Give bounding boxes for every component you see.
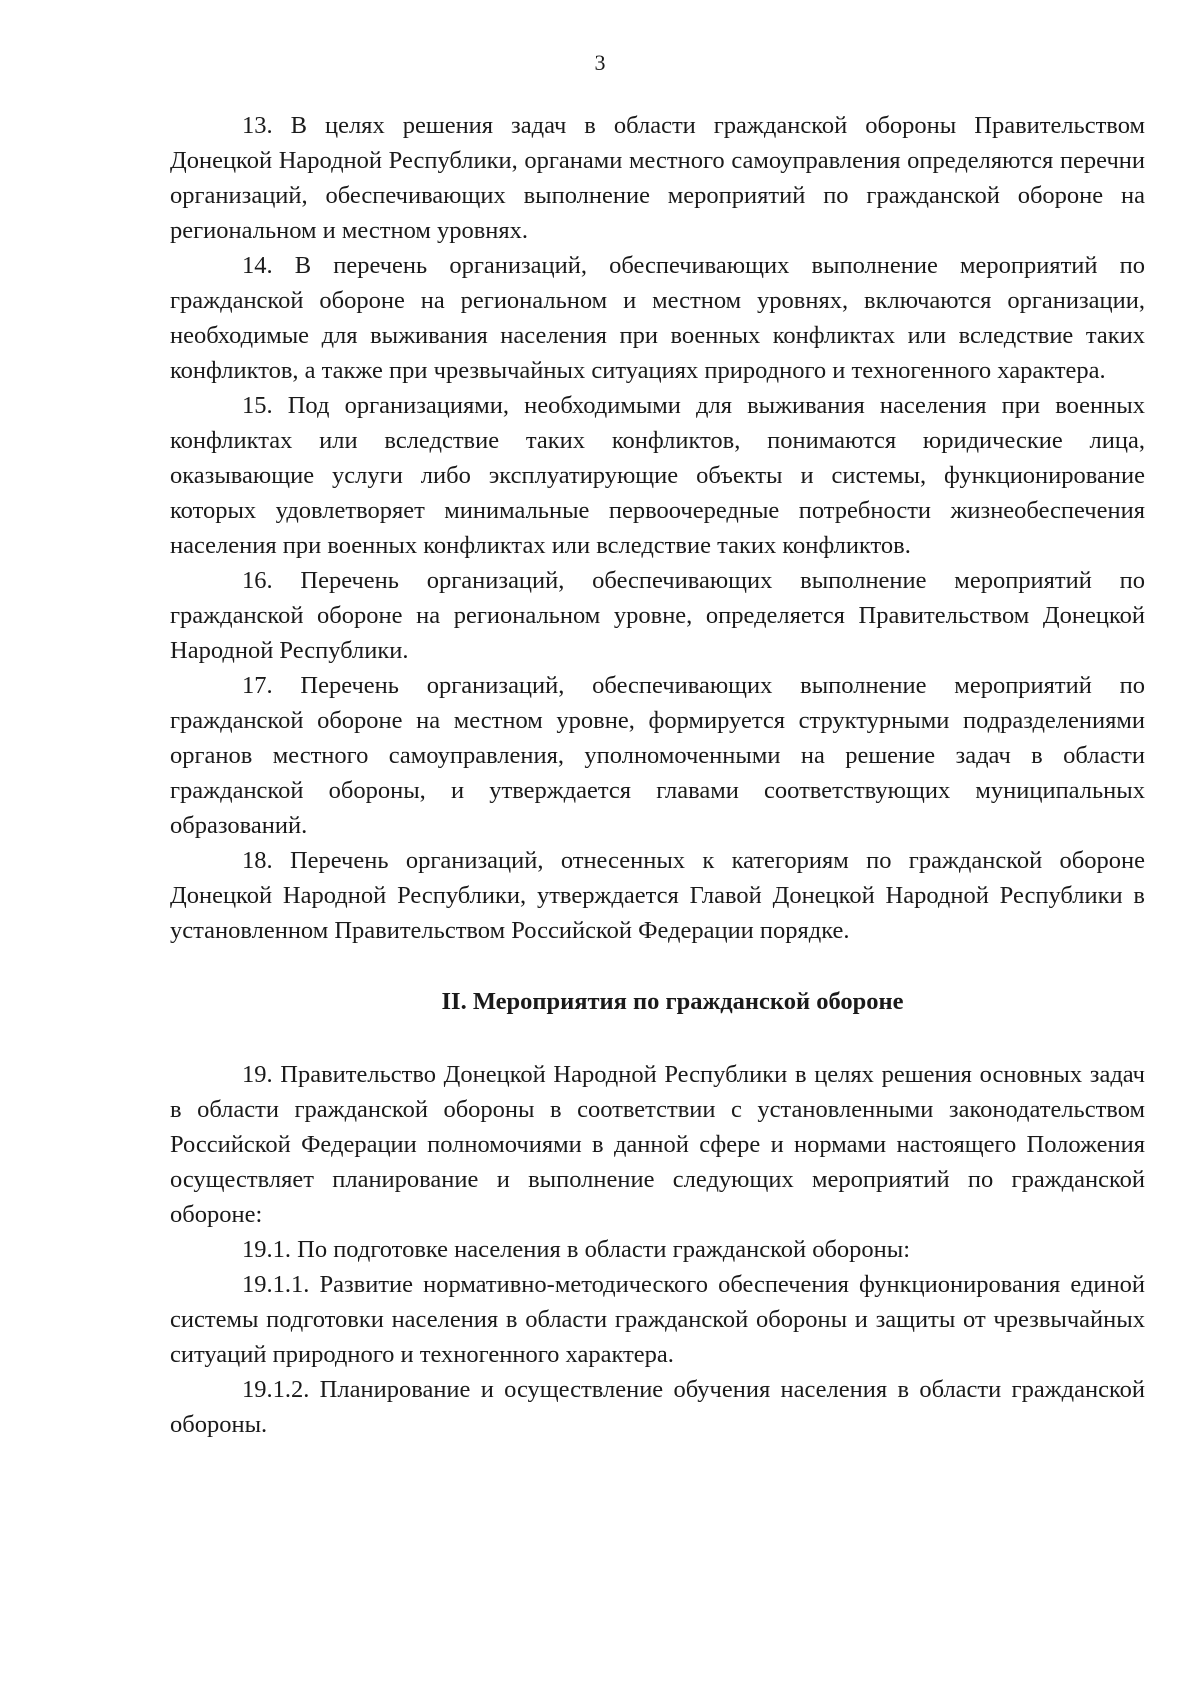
paragraph-17: 17. Перечень организаций, обеспечивающих выполнение мероприятий по гражданской обороне на местном уровне, формируется структурными подразделениями органов местного самоуправления, уполномоченными на решение задач в области гражданской обороны, и утверждается главами соответствующих муниципальных образований. [170,672,1145,839]
paragraph-16: 16. Перечень организаций, обеспечивающих выполнение мероприятий по гражданской обороне на региональном уровне, определяется Правительством Донецкой Народной Республики. [170,567,1145,664]
paragraph-19-1: 19.1. По подготовке населения в области гражданской обороны: [242,1236,911,1263]
document-body [170,108,1145,1442]
page-number: 3 [594,50,606,75]
paragraph-18: 18. Перечень организаций, отнесенных к категориям по гражданской обороне Донецкой Народной Республики, утверждается Главой Донецкой Народной Республики в установленном Правительством Российской Федерации порядке. [170,847,1145,944]
paragraph-19: 19. Правительство Донецкой Народной Республики в целях решения основных задач в области гражданской обороны в соответствии с установленными законодательством Российской Федерации полномочиями в данной сфере и нормами настоящего Положения осуществляет планирование и выполнение следующих мероприятий по гражданской обороне: [170,1061,1145,1228]
paragraph-19-1-1: 19.1.1. Развитие нормативно-методического обеспечения функционирования единой системы подготовки населения в области гражданской обороны и защиты от чрезвычайных ситуаций природного и техногенного характера. [170,1271,1145,1368]
section-heading: II. Мероприятия по гражданской обороне [441,988,904,1015]
paragraph-14: 14. В перечень организаций, обеспечивающих выполнение мероприятий по гражданской обороне на региональном и местном уровнях, включаются организации, необходимые для выживания населения при военных конфликтах или вследствие таких конфликтов, а также при чрезвычайных ситуациях природного и техногенного характера. [170,252,1145,384]
paragraph-15: 15. Под организациями, необходимыми для выживания населения при военных конфликтах или вследствие таких конфликтов, понимаются юридические лица, оказывающие услуги либо эксплуатирующие объекты и системы, функционирование которых удовлетворяет минимальные первоочередные потребности жизнеобеспечения населения при военных конфликтах или вследствие таких конфликтов. [170,392,1145,559]
paragraph-13: 13. В целях решения задач в области гражданской обороны Правительством Донецкой Народной Республики, органами местного самоуправления определяются перечни организаций, обеспечивающих выполнение мероприятий по гражданской обороне на региональном и местном уровнях. [170,112,1145,244]
paragraph-19-1-2: 19.1.2. Планирование и осуществление обучения населения в области гражданской обороны. [170,1376,1145,1438]
